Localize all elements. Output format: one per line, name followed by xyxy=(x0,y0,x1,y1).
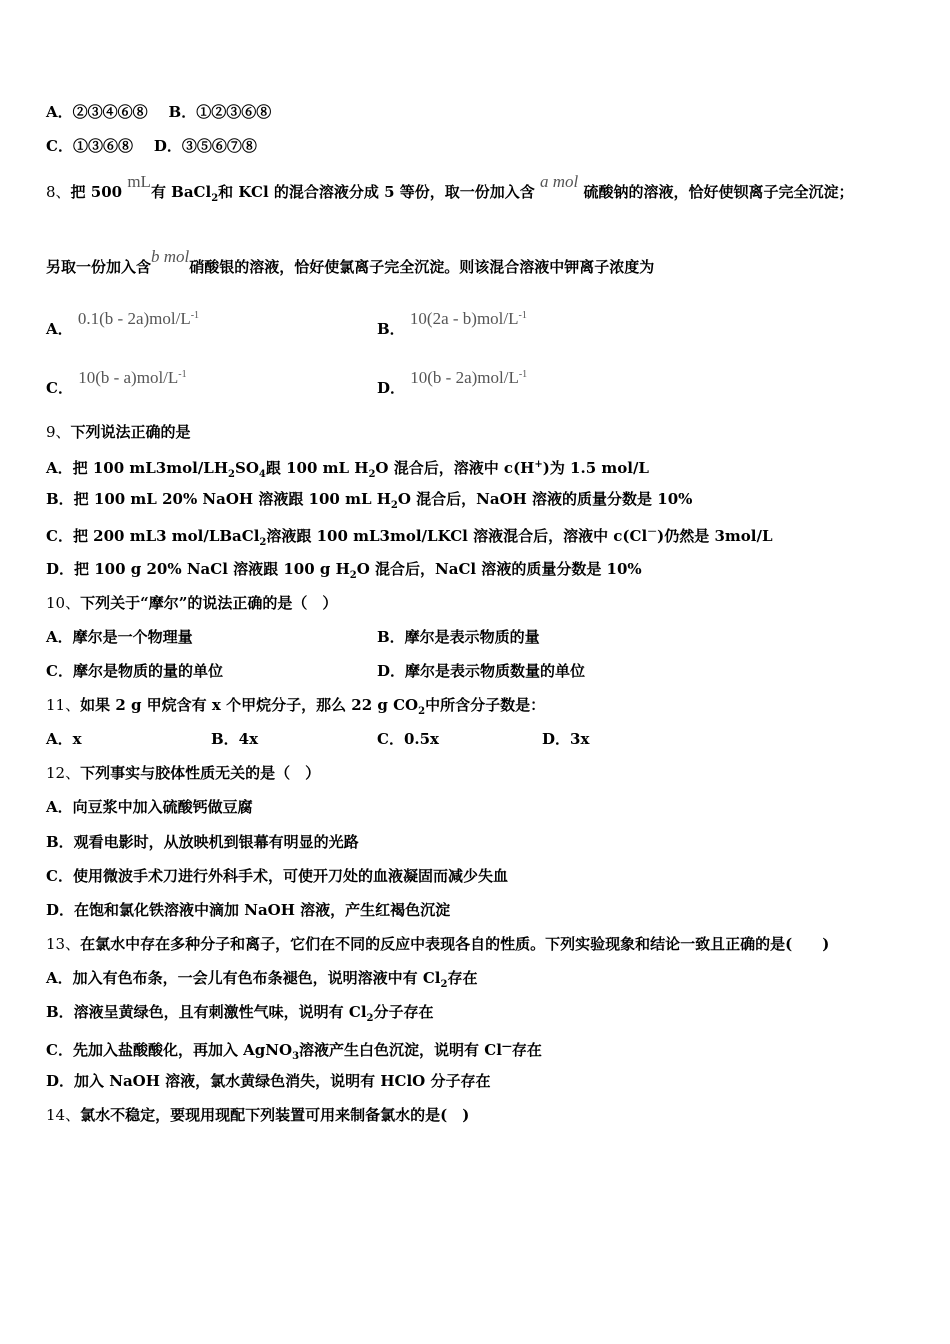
q10-option-d: D．摩尔是表示物质数量的单位 xyxy=(377,662,586,680)
q8-unit-ml: mL xyxy=(127,172,151,191)
q9-option-a: A．把 100 $mL3mol/LH_2SO_4$跟 100 mL $H_2O$ 混合后，溶液中 c(H+)为 1.5 mol/L xyxy=(46,459,649,480)
q13-option-a: A．加入有色布条，一会儿有色布条褪色，说明溶液中有 $Cl_2$存在 xyxy=(46,969,478,990)
q7-option-a: A．②③④⑥⑧ xyxy=(46,103,148,121)
q12-stem: 12、下列事实与胶体性质无关的是（ ） xyxy=(46,764,321,782)
q13-option-d: D．加入 NaOH 溶液，氯水黄绿色消失，说明有 HClO 分子存在 xyxy=(46,1072,491,1090)
q8-option-d-expr: 10(b - 2a)mol/L xyxy=(410,368,519,387)
q7-option-row-1 xyxy=(46,102,271,122)
q8-stem-line-1: 8、把 500 mL有 BaCl$_2$和 KCl 的混合溶液分成 5 等份，取一份加入含 a mol 硫酸钠的溶液，恰好使钡离子完全沉淀； xyxy=(46,172,854,204)
q8-amount-b: b mol xyxy=(151,247,190,266)
q8-option-d: D． $10(b - 2a)mol/L^{-1}$ xyxy=(377,368,528,397)
q8-option-a-expr: 0.1(b - 2a)mol/L xyxy=(77,309,191,328)
q8-option-b-expr: 10(2a - b)mol/L xyxy=(409,309,519,328)
q7-option-b: B．①②③⑥⑧ xyxy=(168,103,272,121)
q13-option-b: B．溶液呈黄绿色，且有刺激性气味，说明有 $Cl_2$分子存在 xyxy=(46,1003,434,1024)
q8-option-a: A． $0.1(b - 2a)mol/L^{-1}$ xyxy=(46,309,200,338)
q11-option-c: C．0.5x xyxy=(377,730,439,748)
q7-option-row-2 xyxy=(46,136,257,156)
q8-option-c: C． $10(b - a)mol/L^{-1}$ xyxy=(46,368,187,397)
q9-option-b: B．把 100 mL 20% NaOH 溶液跟 100 mL $H_2O$ 混合后，NaOH 溶液的质量分数是 10% xyxy=(46,490,693,511)
q11-stem: 11、如果 2 g 甲烷含有 x 个甲烷分子，那么 22 g $CO_2$中所含分子数是： xyxy=(46,696,546,717)
q9-option-d: D．把 100 g 20% NaCl 溶液跟 100 g $H_2O$ 混合后，NaCl 溶液的质量分数是 10% xyxy=(46,560,642,581)
q10-stem: 10、下列关于“摩尔”的说法正确的是（ ） xyxy=(46,594,338,612)
q8-amount-a: a mol xyxy=(540,172,579,191)
q10-option-c: C．摩尔是物质的量的单位 xyxy=(46,662,223,680)
q12-option-b: B．观看电影时，从放映机到银幕有明显的光路 xyxy=(46,833,359,851)
q13-stem: 13、在氯水中存在多种分子和离子，它们在不同的反应中表现各自的性质。下列实验现象和结论一致且正确的是( ) xyxy=(46,935,830,953)
q8-option-c-expr: 10(b - a)mol/L xyxy=(78,368,179,387)
q11-option-d: D．3x xyxy=(542,730,590,748)
q12-option-a: A．向豆浆中加入硫酸钙做豆腐 xyxy=(46,798,253,816)
q13-option-c: C．先加入盐酸酸化，再加入 AgNO$_3$溶液产生白色沉淀，说明有 Cl—存在 xyxy=(46,1041,542,1062)
q11-option-b: B．4x xyxy=(211,730,259,748)
q10-option-b: B．摩尔是表示物质的量 xyxy=(377,628,540,646)
q7-option-d: D．③⑤⑥⑦⑧ xyxy=(153,137,257,155)
q11-option-a: A．x xyxy=(46,730,82,748)
q12-option-d: D．在饱和氯化铁溶液中滴加 NaOH 溶液，产生红褐色沉淀 xyxy=(46,901,451,919)
q8-number: 8、 xyxy=(46,183,71,201)
q8-option-b: B． $10(2a - b)mol/L^{-1}$ xyxy=(377,309,527,338)
q10-option-a: A．摩尔是一个物理量 xyxy=(46,628,193,646)
q12-option-c: C．使用微波手术刀进行外科手术，可使开刀处的血液凝固而减少失血 xyxy=(46,867,508,885)
q14-stem: 14、氯水不稳定，要现用现配下列装置可用来制备氯水的是( ) xyxy=(46,1106,470,1124)
q8-stem-line-2: 另取一份加入含b mol硝酸银的溶液，恰好使氯离子完全沉淀。则该混合溶液中钾离子浓度为 xyxy=(46,247,655,276)
q9-stem: 9、下列说法正确的是 xyxy=(46,423,191,441)
q7-option-c: C．①③⑥⑧ xyxy=(46,137,133,155)
q9-option-c: C．把 200 mL3 mol/LBaCl$_2$溶液跟 100 mL3mol/LKCl 溶液混合后，溶液中 c(Cl－)仍然是 3mol/L xyxy=(46,527,773,548)
